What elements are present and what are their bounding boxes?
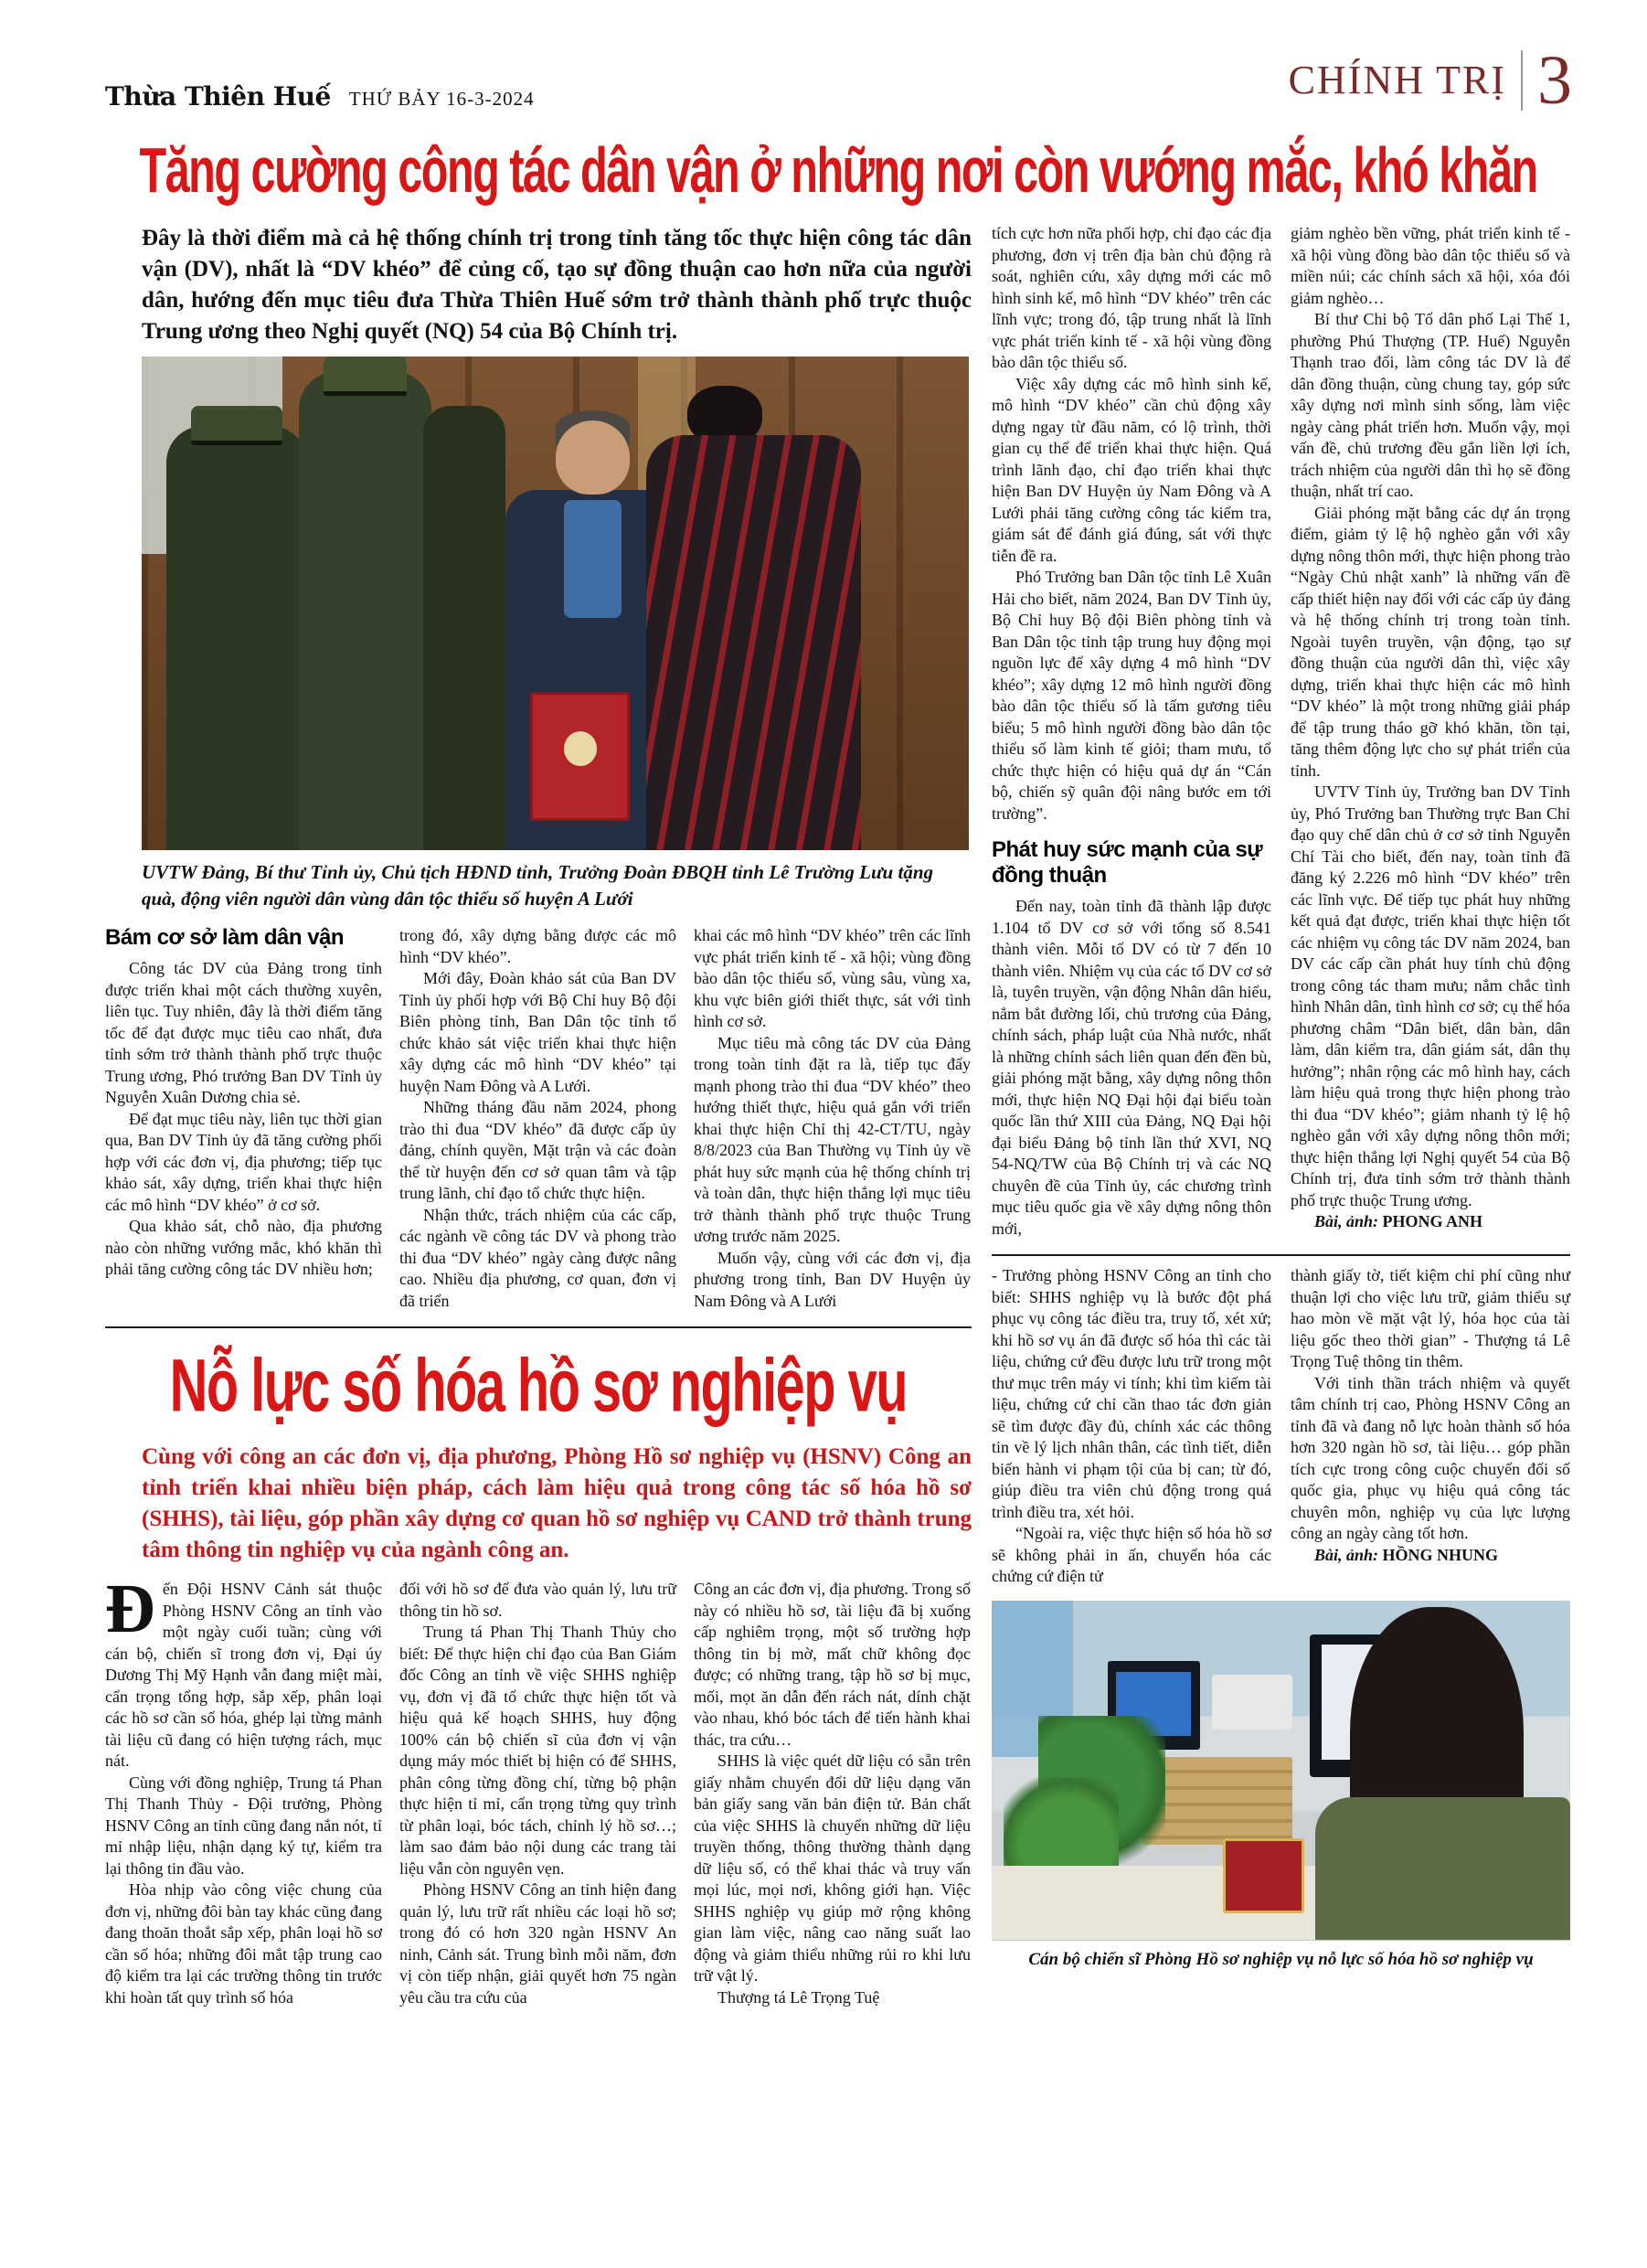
article1-photo bbox=[142, 357, 969, 850]
right-block bbox=[992, 223, 1570, 2008]
article2-lede: Cùng với công an các đơn vị, địa phương, Phòng Hồ sơ nghiệp vụ (HSNV) Công an tỉnh triển khai nhiều biện pháp, cách làm hiệu quả trong công tác số hóa hồ sơ (SHHS), tài liệu, góp phần xây dựng cơ quan hồ sơ nghiệp vụ CAND trở thành trung tâm thông tin nghiệp vụ của ngành công an. bbox=[142, 1444, 972, 1562]
article-separator-right bbox=[992, 1254, 1570, 1256]
article1-column-5 bbox=[1291, 223, 1570, 1240]
article2-byline bbox=[1291, 1545, 1570, 1567]
article1-column-4 bbox=[992, 223, 1271, 1240]
paragraph: thành giấy tờ, tiết kiệm chi phí cũng như thuận lợi cho việc lưu trữ, giảm thiểu sự hao mòn về mặt vật lý, hóa học của tài liệu gốc theo thời gian” - Thượng tá Lê Trọng Tuệ thông tin thêm. bbox=[1291, 1266, 1570, 1370]
paragraph: Muốn vậy, cùng với các đơn vị, địa phương trong tỉnh, Ban DV Huyện ủy Nam Đông và A Lưới bbox=[694, 1248, 971, 1310]
page-body bbox=[105, 223, 1572, 2008]
article1-lede: Đây là thời điểm mà cả hệ thống chính trị trong tỉnh tăng tốc thực hiện công tác dân vận (DV), nhất là “DV khéo” để củng cố, tạo sự đồng thuận cao hơn nữa của người dân, hướng đến mục tiêu đưa Thừa Thiên Huế sớm trở thành thành phố trực thuộc Trung ương theo Nghị quyết (NQ) 54 của Bộ Chính trị. bbox=[142, 226, 972, 344]
paragraph: Công an các đơn vị, địa phương. Trong số này có nhiều hồ sơ, tài liệu đã bị xuống cấp nghiêm trọng, một số trường hợp thông tin bị mờ, mất chữ không đọc được; có những trang, tập hồ sơ bị mục, mối, mọt ăn dẫn đến rách nát, dính chặt vào nhau, khó bóc tách để tiến hành khai thác, tra cứu… bbox=[694, 1580, 971, 1749]
photo-gift-bag-emblem bbox=[564, 731, 597, 766]
paragraph: tích cực hơn nữa phối hợp, chỉ đạo các địa phương, đơn vị trên địa bàn chủ động rà soát, nghiên cứu, xây dựng mới các mô hình sinh kế, mô hình “DV khéo” trên các lĩnh vực; trong đó, tập trung nhất là lĩnh vực phát triển kinh tế - xã hội vùng đồng bào dân tộc thiểu số. bbox=[992, 224, 1271, 371]
photo-officer-figure bbox=[299, 371, 431, 850]
article2-photo-caption: Cán bộ chiến sĩ Phòng Hồ sơ nghiệp vụ nỗ lực số hóa hồ sơ nghiệp vụ bbox=[1028, 1949, 1534, 1969]
paragraph: - Trưởng phòng HSNV Công an tỉnh cho biết: SHHS nghiệp vụ là bước đột phá phục vụ công tác điều tra, truy tố, xét xử; khi hồ sơ vụ án đã được số hóa thì các tài liệu, chứng cứ đều được lưu trữ trong một thư mục trên máy vi tính; khi tìm kiếm tài liệu, chứng cứ chỉ cần thao tác đơn giản sẽ tìm được đầy đủ, chính xác các thông tin về lý lịch nhân thân, các tình tiết, diễn biến hành vi phạm tội của bị can; từ đó, giúp điều tra viên chủ động trong quá trình điều tra, xét hỏi. bbox=[992, 1266, 1271, 1521]
section-label: CHÍNH TRỊ bbox=[1288, 57, 1506, 102]
paragraph: Qua khảo sát, chỗ nào, địa phương nào còn những vướng mắc, khó khăn thì phải tăng cường công tác DV nhiều hơn; bbox=[105, 1217, 382, 1278]
issue-date: THỨ BẢY 16-3-2024 bbox=[348, 88, 535, 110]
photo-officer-uniform bbox=[1315, 1797, 1570, 1940]
left-block bbox=[105, 223, 972, 2008]
paragraph: Thượng tá Lê Trọng Tuệ bbox=[717, 1987, 880, 2007]
paragraph: Nhận thức, trách nhiệm của các cấp, các ngành về công tác DV và phong trào thi đua “DV khéo” ngày càng được nâng cao. Nhiều địa phương, cơ quan, đơn vị đã triển bbox=[399, 1205, 676, 1310]
photo-officer-figure bbox=[423, 406, 506, 850]
paragraph-text: ến Đội HSNV Cảnh sát thuộc Phòng HSNV Công an tỉnh vào một ngày cuối tuần; cùng với cán bộ, chiến sĩ trong đơn vị, Đại úy Dương Thị Mỹ Hạnh vẫn đang miệt mài, cẩn trọng tổng hợp, sắp xếp, phân loại các hồ sơ cần số hóa, ghép lại từng mảnh tài liệu cũ đang có hiện tượng rách, mục nát. bbox=[105, 1580, 382, 1770]
article2-headline: Nỗ lực số hóa hồ sơ nghiệp vụ bbox=[169, 1342, 908, 1427]
paragraph: Bí thư Chi bộ Tổ dân phố Lại Thế 1, phường Phú Thượng (TP. Huế) Nguyễn Thạnh trao đổi, làm công tác DV là để dân đồng thuận, cùng chung tay, góp sức xây dựng nơi mình sinh sống, làm việc ngày càng phát triển hơn. Muốn vậy, mọi vấn đề, chủ trương đều gắn liền lợi ích, trách nhiệm của người dân thì họ sẽ đồng thuận, nhất trí cao. bbox=[1291, 310, 1570, 500]
article1-column-2 bbox=[399, 925, 676, 1312]
article1-headline: Tăng cường công tác dân vận ở những nơi còn vướng mắc, khó khăn bbox=[139, 134, 1538, 206]
paragraph: Mục tiêu mà công tác DV của Đảng trong toàn tỉnh đặt ra là, tiếp tục đẩy mạnh phong trào thi đua “DV khéo” theo hướng thiết thực, hiệu quả gắn với triển khai thực hiện Chỉ thị 42-CT/TU, ngày 8/8/2023 của Ban Thường vụ Tỉnh ủy về phát huy sức mạnh của hệ thống chính trị và toàn dân, thực hiện thắng lợi mục tiêu trở thành thành phố trực thuộc Trung ương trước năm 2025. bbox=[694, 1033, 971, 1245]
masthead-right bbox=[1288, 41, 1572, 119]
article1-column-3 bbox=[694, 925, 971, 1312]
article1-byline bbox=[1291, 1211, 1570, 1233]
paragraph: Công tác DV của Đảng trong tỉnh được triển khai một cách thường xuyên, liên tục. Tuy nhiên, đây là thời điểm tăng tốc để đạt được mục tiêu cao nhất, đưa tỉnh sớm trở thành thành phố trực thuộc Trung ương, Phó trưởng Ban DV Tỉnh ủy Nguyễn Xuân Dương chia sẻ. bbox=[105, 959, 382, 1106]
byline-label: Bài, ảnh: bbox=[1314, 1212, 1379, 1230]
paragraph: giảm nghèo bền vững, phát triển kinh tế - xã hội vùng đồng bào dân tộc thiểu số và miền núi; các chính sách xã hội, xóa đói giảm nghèo… bbox=[1291, 224, 1570, 307]
article1-columns-left bbox=[105, 925, 972, 1312]
masthead-divider bbox=[1521, 50, 1523, 111]
article1-columns-right bbox=[992, 223, 1570, 1240]
photo-officer-figure bbox=[166, 426, 307, 850]
article2-columns-right bbox=[992, 1265, 1570, 1588]
article1-headline-row bbox=[105, 122, 1572, 218]
article1-subhead-1: Bám cơ sở làm dân vận bbox=[105, 925, 345, 950]
paragraph: trong đó, xây dựng bằng được các mô hình “DV khéo”. bbox=[399, 926, 676, 966]
masthead bbox=[105, 41, 1572, 119]
paragraph: khai các mô hình “DV khéo” trên các lĩnh vực phát triển kinh tế - xã hội; vùng đồng bào dân tộc thiểu số, vùng sâu, vùng xa, khu vực biên giới thiết thực, sát với tình hình cơ sở. bbox=[694, 926, 971, 1030]
article1-subhead-2: Phát huy sức mạnh của sự đồng thuận bbox=[992, 837, 1263, 888]
page-number: 3 bbox=[1537, 41, 1572, 119]
paragraph: “Ngoài ra, việc thực hiện số hóa hồ sơ sẽ không phải in ấn, chuyển hóa các chứng cứ điện tử bbox=[992, 1524, 1271, 1585]
photo-officer-cap bbox=[191, 406, 282, 445]
paragraph: Giải phóng mặt bằng các dự án trọng điểm, giảm tỷ lệ hộ nghèo gắn với xây dựng nông thôn mới, thực hiện phong trào “Ngày Chủ nhật xanh” là những vấn đề cấp thiết hiện nay đối với các cấp ủy đảng và hệ thống chính trị trong toàn tỉnh. Ngoài tuyên truyền, vận động, tạo sự đồng thuận của người dân thì, việc xây dựng, triển khai thực hiện các mô hình “DV khéo” là một trong những giải pháp để tập trung tháo gỡ khó khăn, tồn tại, tăng thêm động lực cho sự phát triển của tỉnh. bbox=[1291, 503, 1570, 780]
paragraph: Cùng với đồng nghiệp, Trung tá Phan Thị Thanh Thủy - Đội trưởng, Phòng HSNV Công an tỉnh cũng đang nắn nót, tỉ mỉ nhập liệu, nhận dạng ký tự, kiểm tra lại thông tin đầu vào. bbox=[105, 1773, 382, 1878]
article-separator-left bbox=[105, 1326, 972, 1328]
article2-column-1 bbox=[105, 1571, 382, 2008]
article2-columns-left bbox=[105, 1571, 972, 2008]
article2-column-4 bbox=[992, 1265, 1271, 1588]
photo-woman-figure bbox=[646, 435, 861, 850]
article2-column-3 bbox=[694, 1579, 971, 2008]
paragraph-with-dropcap bbox=[105, 1571, 382, 1773]
paragraph: SHHS là việc quét dữ liệu có sẵn trên giấy nhằm chuyển đổi dữ liệu dạng văn bản giấy sang văn bản điện tử. Bản chất của việc SHHS là chuyển những dữ liệu truyền thống, thông thường thành dạng dữ liệu số, có thể khai thác và truy vấn mọi lúc, mọi nơi, không giới hạn. Việc SHHS nghiệp vụ giúp mở rộng không gian làm việc, nâng cao năng suất lao động và giảm thiểu những rủi ro khi lưu trữ vật lý. bbox=[694, 1752, 971, 1985]
photo-officer-cap bbox=[324, 357, 407, 396]
article2-headline-row bbox=[105, 1337, 972, 1432]
byline-author: PHONG ANH bbox=[1382, 1212, 1483, 1230]
paragraph: Phòng HSNV Công an tỉnh hiện đang quản lý, lưu trữ rất nhiều các loại hồ sơ; trong đó có hơn 320 ngàn HSNV An ninh, Cảnh sát. Trung bình mỗi năm, đơn vị còn tiếp nhận, giải quyết hơn 75 ngàn yêu cầu tra cứu của bbox=[399, 1880, 676, 2007]
article1-column-1 bbox=[105, 925, 382, 1312]
paragraph: UVTV Tỉnh ủy, Trưởng ban DV Tỉnh ủy, Phó Trưởng ban Thường trực Ban Chỉ đạo quy chế dân chủ ở cơ sở tỉnh Nguyễn Chí Tài cho biết, đến nay, toàn tỉnh đã đăng ký 2.226 mô hình “DV khéo” trên các lĩnh vực. Để tiếp tục phát huy những kết quả đạt được, triển khai thực hiện tốt các nhiệm vụ công tác DV năm 2024, ban DV các cấp cần phát huy tính chủ động trong công tác tham mưu; nắm chắc tình hình Nhân dân, tình hình cơ sở; cụ thể hóa phương châm “Dân biết, dân bàn, dân làm, dân kiểm tra, dân giám sát, dân thụ hưởng”; nhân rộng các mô hình hay, cách làm hiệu quả trong thực hiện phong trào thi đua “DV khéo”; giảm nhanh tỷ lệ hộ nghèo gắn với xây dựng nông thôn mới; thực hiện thắng lợi Nghị quyết 54 của Bộ Chính trị, đưa tỉnh sớm trở thành thành phố trực thuộc Trung ương. bbox=[1291, 783, 1570, 1209]
newspaper-logo: Thừa Thiên Huế bbox=[105, 81, 331, 112]
paragraph: Việc xây dựng các mô hình sinh kế, mô hình “DV khéo” cần chủ động xây dựng ngay từ đầu năm, có lộ trình, thời gian cụ thể để triển khai thực hiện. Quá trình lãnh đạo, chỉ đạo triển khai thực hiện Ban DV Huyện ủy Nam Đông và A Lưới phải tăng cường công tác kiểm tra, giám sát để đánh giá đúng, sát với thực tiễn đề ra. bbox=[992, 374, 1271, 565]
paragraph: Với tinh thần trách nhiệm và quyết tâm chính trị cao, Phòng HSNV Công an tỉnh đã và đang nỗ lực hoàn thành số hóa hơn 320 ngàn hồ sơ, tài liệu… góp phần tích cực trong công cuộc chuyển đổi số quốc gia, phục vụ hiệu quả công tác chuyên môn, nghiệp vụ của lực lượng công an ngày càng tốt hơn. bbox=[1291, 1373, 1570, 1542]
photo-official-shirt bbox=[564, 500, 622, 619]
photo-printer bbox=[1212, 1675, 1293, 1730]
dropcap: Đ bbox=[105, 1571, 155, 1647]
byline-author: HỒNG NHUNG bbox=[1382, 1545, 1499, 1564]
paragraph: Trung tá Phan Thị Thanh Thủy cho biết: Để thực hiện chỉ đạo của Ban Giám đốc Công an tỉnh về việc SHHS nghiệp vụ, đơn vị đã tổ chức thực hiện tốt và hiệu quả kế hoạch SHHS, huy động 100% cán bộ chiến sĩ của đơn vị vận dụng máy móc thiết bị hiện có để SHHS, phân công từng đồng chí, từng bộ phận thực hiện tỉ mỉ, cẩn trọng từng quy trình từ phân loại, bóc tách, chỉnh lý hồ sơ…; làm sao đảm bảo nội dung các trang tài liệu vẫn còn nguyên vẹn. bbox=[399, 1623, 676, 1878]
paragraph: Đến nay, toàn tỉnh đã thành lập được 1.104 tổ DV cơ sở với tổng số 8.541 thành viên. Mỗi tổ DV có từ 7 đến 10 thành viên. Nhiệm vụ của các tổ DV cơ sở là, tuyên truyền, vận động Nhân dân hiểu, nắm bắt đường lối, chủ trương của Đảng, chính sách, pháp luật của Nhà nước, nhất là những chính sách liên quan đến đền bù, giải phóng mặt bằng, xây dựng nông thôn mới, thực hiện NQ Đại hội đại biểu toàn quốc lần thứ XIII của Đảng, NQ Đại hội đại biểu Đảng bộ tỉnh lần thứ XVI, NQ 54-NQ/TW của Bộ Chính trị và các NQ chuyên đề của Tỉnh ủy, các chương trình mục tiêu quốc gia về xây dựng nông thôn mới, bbox=[992, 897, 1271, 1238]
paragraph: Phó Trưởng ban Dân tộc tỉnh Lê Xuân Hải cho biết, năm 2024, Ban DV Tỉnh ủy, Bộ Chỉ huy Bộ đội Biên phòng tỉnh và Ban Dân tộc tỉnh tập trung huy động mọi nguồn lực để xây dựng 4 mô hình “DV khéo”; xây dựng 12 mô hình người đồng bào dân tộc thiểu số là tấm gương tiêu biểu; 5 mô hình người đồng bào dân tộc thiểu số làm kinh tế giỏi; tham mưu, tổ chức thực hiện có hiệu quả dự án “Cán bộ, chiến sỹ quân đội nâng bước em tới trường”. bbox=[992, 568, 1271, 823]
article2-column-2 bbox=[399, 1579, 676, 2008]
paragraph: Những tháng đầu năm 2024, phong trào thi đua “DV khéo” đã được cấp ủy đảng, chính quyền, Mặt trận và các đoàn thể từ huyện đến cơ sở quan tâm và tập trung lãnh, chỉ đạo tổ chức thực hiện. bbox=[399, 1098, 676, 1202]
photo-name-plaque bbox=[1223, 1838, 1304, 1913]
article1-photo-caption: UVTW Đảng, Bí thư Tỉnh ủy, Chủ tịch HĐND tỉnh, Trưởng Đoàn ĐBQH tỉnh Lê Trường Lưu tặng quà, động viên người dân vùng dân tộc thiểu số huyện A Lưới bbox=[142, 861, 934, 910]
article2-photo bbox=[992, 1601, 1570, 1941]
masthead-left bbox=[105, 81, 535, 112]
paragraph: đối với hồ sơ để đưa vào quản lý, lưu trữ thông tin hồ sơ. bbox=[399, 1580, 676, 1620]
article2-column-5 bbox=[1291, 1265, 1570, 1588]
paragraph: Hòa nhịp vào công việc chung của đơn vị, những đôi bàn tay khác cũng đang đang thoăn thoắt sắp xếp, phân loại hồ sơ cần số hóa; những đôi mắt tập trung cao độ kiểm tra lại các trường thông tin trước khi hoàn tất quy trình số hóa bbox=[105, 1880, 382, 2007]
paragraph: Mới đây, Đoàn khảo sát của Ban DV Tỉnh ủy phối hợp với Bộ Chỉ huy Bộ đội Biên phòng tỉnh, Ban Dân tộc tỉnh tổ chức khảo sát việc triển khai thực hiện xây dựng các mô hình “DV khéo” tại huyện Nam Đông và A Lưới. bbox=[399, 969, 676, 1095]
photo-official-face bbox=[556, 421, 630, 495]
paragraph: Để đạt mục tiêu này, liên tục thời gian qua, Ban DV Tỉnh ủy đã tăng cường phối hợp với các đơn vị, địa phương; tiếp tục khảo sát, xây dựng, triển khai thực hiện các mô hình “DV khéo” ở cơ sở. bbox=[105, 1109, 382, 1214]
byline-label: Bài, ảnh: bbox=[1314, 1545, 1379, 1564]
